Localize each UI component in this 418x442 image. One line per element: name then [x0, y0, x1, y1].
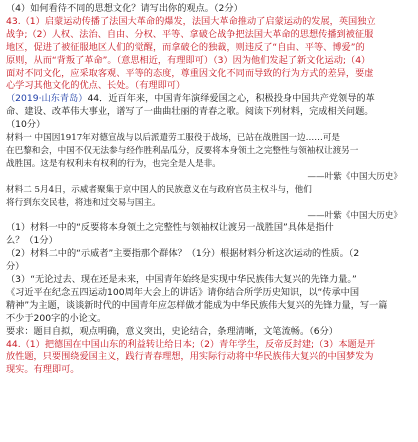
- question-line: （3）“无论过去、现在还是未来，中国青年始终是实现中华民族伟大复兴的先锋力量。”: [6, 274, 357, 286]
- question-line: 《习近平在纪念五四运动100周年大会上的讲话》请你结合所学历史知识，以“传承中国: [6, 286, 360, 298]
- material-line: 材料二 5月4日，示威者聚集于京中国人的民族意义在与政府官员主权斗与，他们: [6, 184, 312, 195]
- material-line: 战胜国。这是有权利未有权利的行为，也完全是人是非。: [6, 158, 221, 169]
- question-line: 么？（1分）: [6, 235, 58, 247]
- material-line: 在巴黎和会，中国不仅无法参与经作胜利品瓜分，反要将本身领土之完整性与领袖权让渡另一: [6, 145, 359, 156]
- question-43-part-4: （4）如何看待不同的思想文化？请写出你的观点。（2分）: [6, 3, 243, 14]
- question-line: （1）材料一中的“反要将本身领土之完整性与领袖权让渡另一战胜国”具体是指什: [6, 222, 334, 234]
- answer-44: [6, 339, 412, 378]
- material-source: ——叶紫《中国大历史》: [307, 210, 402, 221]
- question-text: 44．近百年来，中国青年演绎爱国之心，积极投身中国共产党领导的革: [87, 93, 375, 105]
- material-2: [6, 184, 412, 223]
- question-44-subquestions: [6, 222, 412, 338]
- question-line: （10分）: [6, 119, 46, 131]
- answer-line: 现实。有理即可。: [6, 364, 80, 376]
- question-44-intro: [6, 93, 412, 132]
- material-source: ——叶紫《中国大历史》: [307, 171, 402, 182]
- material-line: 材料一 中国因1917年对德宣战与以后派遣劳工服役于战场，已站在战胜国一边……可是: [6, 133, 340, 144]
- question-line: 不少于200字的小论文。: [6, 312, 107, 324]
- answer-43: [6, 16, 412, 93]
- material-1: [6, 132, 412, 184]
- source-tag: （2019·山东青岛）: [6, 93, 88, 105]
- answer-line: 面对不同文化，应采取客观、平等的态度，尊重因文化不同而导致的行为方式的差异，要虚: [6, 67, 374, 79]
- answer-line: 地区，促进了被征服地区人们的觉醒，而拿破仑的独裁，则违反了“自由、平等、博爱”的: [6, 41, 365, 53]
- essay-requirements: 要求：题目自拟，观点明确，意义突出，史论结合，条理清晰，文笔流畅。（6分）: [6, 325, 338, 337]
- answer-line: 放性题，只要围绕爱国主义，践行青春理想，用实际行动将中华民族伟大复兴的中国梦发为: [6, 351, 374, 363]
- question-line: 分）: [6, 261, 25, 273]
- question-line: [6, 93, 412, 106]
- question-line: （2）材料二中的“示威者”主要指那个群体？（1分）根据材料分析这次运动的性质。（2: [6, 248, 360, 260]
- answer-line: 心学习其他文化的优点、长处。（有理即可）: [6, 80, 186, 92]
- answer-line: 战争;（2）人权、法治、自由、分权、平等、拿破仑战争把法国大革命的思想传播到被征服: [6, 28, 374, 40]
- answer-line: 43.（1）启蒙运动传播了法国大革命的爆发，法国大革命推动了启蒙运动的发展，英国独立: [6, 15, 376, 27]
- answer-line: 原则，从而“背叛了革命”。（意思相近，有理即可）（3）因为他们发起了新文化运动;（4）: [6, 54, 371, 66]
- question-line: 命、建设、改革伟大事业，谱写了一曲曲壮丽的青春之歌。阅读下列材料，完成相关问题。: [6, 106, 374, 118]
- material-line: 将行到东交民巷，将违和过交易与国主。: [6, 197, 161, 208]
- question-line: 精神”为主题，谈谈新时代的中国青年应怎样做才能成为中华民族伟大复兴的先锋力量，写一篇: [6, 299, 388, 311]
- answer-line: 44.（1）把德国在中国山东的利益转让给日本;（2）青年学生，反帝反封建;（3）本题是开: [6, 338, 376, 350]
